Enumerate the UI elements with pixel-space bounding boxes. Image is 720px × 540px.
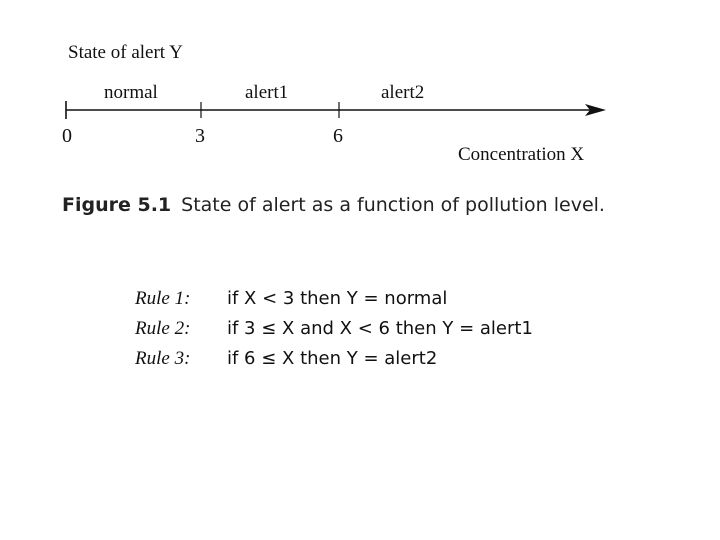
state-label-alert1: alert1: [245, 82, 289, 103]
rules-list: [135, 283, 655, 373]
figure-number: Figure 5.1: [62, 194, 172, 216]
figure-caption-text: State of alert as a function of pollution level.: [181, 194, 605, 216]
state-label-alert2: alert2: [381, 82, 425, 103]
rule-text: if 3 ≤ X and X < 6 then Y = alert1: [227, 318, 533, 339]
tick-label-6: 6: [333, 125, 343, 147]
tick-label-0: 0: [62, 125, 72, 147]
rule-name: Rule 2:: [135, 318, 191, 339]
figure-caption: [62, 192, 605, 217]
rule-row: [135, 343, 655, 373]
rule-text: if 6 ≤ X then Y = alert2: [227, 348, 438, 369]
alert-state-diagram: [0, 0, 720, 200]
state-label-normal: normal: [104, 82, 158, 103]
tick-label-3: 3: [195, 125, 205, 147]
diagram-title: State of alert Y: [68, 42, 183, 63]
axis-label: Concentration X: [458, 144, 585, 165]
rule-row: [135, 283, 655, 313]
rule-row: [135, 313, 655, 343]
rule-text: if X < 3 then Y = normal: [227, 288, 448, 309]
rule-name: Rule 1:: [135, 288, 191, 309]
rule-name: Rule 3:: [135, 348, 191, 369]
